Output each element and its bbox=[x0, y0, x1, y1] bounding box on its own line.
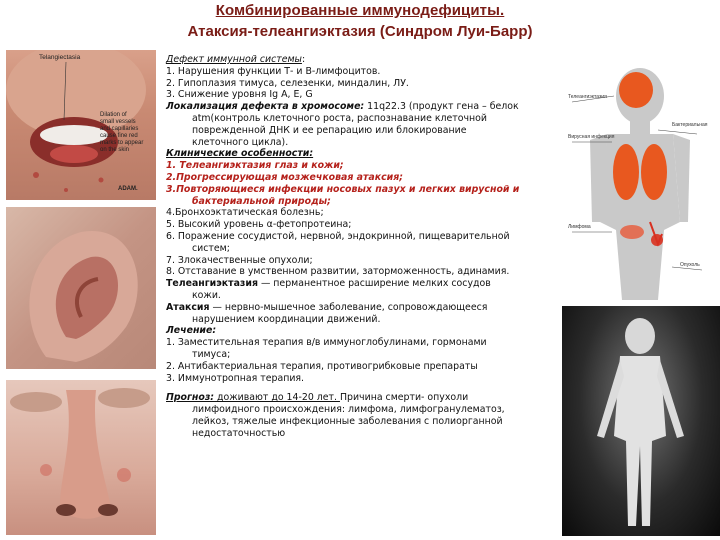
clinical-red-item: бактериальной природы; bbox=[192, 195, 331, 207]
page-title: Комбинированные иммунодефициты. bbox=[215, 2, 505, 19]
diagram-label: Лимфома bbox=[568, 224, 591, 230]
treatment-item: 3. Иммунотропная терапия. bbox=[166, 372, 305, 384]
page-subtitle: Атаксия-телеангиэктазия (Синдром Луи-Барр) bbox=[187, 23, 533, 40]
clinical-item: 7. Злокачественные опухоли; bbox=[166, 254, 313, 266]
localization-line bbox=[166, 101, 556, 113]
defect-heading-colon: : bbox=[301, 54, 306, 65]
nose-photo bbox=[6, 380, 156, 535]
body-organs-diagram bbox=[562, 62, 720, 302]
prognosis-text: лимфоидного происхождения: лимфома, лимфогранулематоз, bbox=[192, 404, 505, 416]
treatment-item: 2. Антибактериальная терапия, противогрибковые препараты bbox=[166, 360, 478, 372]
ataxia-definition bbox=[166, 302, 556, 314]
treatment-heading: Лечение: bbox=[166, 325, 217, 337]
prognosis-text: лейкоз, тяжелые инфекционные заболевания с полиорганной bbox=[192, 415, 503, 427]
photo-caption-title: Telangiectasia bbox=[39, 54, 81, 61]
definition-text: нарушением координации движений. bbox=[192, 313, 381, 325]
main-text-block bbox=[166, 54, 556, 440]
defect-heading-line bbox=[166, 54, 556, 66]
telangiectasia-term: Телеангиэктазия bbox=[166, 278, 258, 290]
prognosis-text: Причина смерти- опухоли bbox=[339, 392, 469, 404]
clinical-item: систем; bbox=[192, 242, 230, 254]
caption-line: small vessels bbox=[100, 119, 136, 125]
caption-line: and capillaries bbox=[100, 126, 139, 132]
diagram-label: Телеангиэктазия bbox=[568, 94, 607, 100]
caption-line: marks to appear bbox=[100, 140, 144, 146]
defect-item: 1. Нарушения функции Т- и В-лимфоцитов. bbox=[166, 65, 381, 77]
caption-line: on the skin bbox=[100, 147, 130, 153]
child-standing-illustration bbox=[562, 306, 720, 536]
treatment-item: 1. Заместительная терапия в/в иммуноглобулинами, гормонами bbox=[166, 337, 487, 349]
clinical-red-item: 3.Повторяющиеся инфекции носовых пазух и легких вирусной и bbox=[166, 183, 520, 195]
adam-logo: ADAM. bbox=[118, 186, 138, 192]
spacer bbox=[166, 384, 556, 392]
localization-text: 11q22.3 (продукт гена – белок bbox=[364, 101, 519, 113]
telangiectasia-mouth-photo bbox=[6, 50, 156, 200]
ataxia-term: Атаксия bbox=[166, 301, 210, 313]
prognosis-line bbox=[166, 392, 556, 404]
defect-item: 3. Снижение уровня Ig A, E, G bbox=[166, 89, 313, 101]
treatment-item: тимуса; bbox=[192, 348, 231, 360]
prognosis-label: Прогноз: bbox=[166, 392, 215, 404]
clinical-heading: Клинические особенности: bbox=[166, 148, 314, 160]
prognosis-text: недостаточностью bbox=[192, 427, 286, 439]
photo-caption-text bbox=[100, 112, 150, 154]
defect-item: 2. Гипоплазия тимуса, селезенки, миндалин, ЛУ. bbox=[166, 77, 409, 89]
definition-text: кожи. bbox=[192, 289, 221, 301]
ataxia-child-photo bbox=[562, 306, 720, 536]
clinical-red-item: 1. Телеангиэктазия глаз и кожи; bbox=[166, 160, 344, 172]
localization-text: atm(контроль клеточного роста, распознавание клеточной bbox=[192, 112, 487, 124]
diagram-label: Вирусная инфекция bbox=[568, 134, 615, 140]
ear-photo bbox=[6, 207, 156, 369]
telangiectasia-definition bbox=[166, 278, 556, 290]
defect-heading: Дефект иммунной системы bbox=[166, 54, 302, 65]
definition-text: — нервно-мышечное заболевание, сопровождающееся bbox=[209, 301, 488, 313]
localization-label: Локализация дефекта в хромосоме: bbox=[166, 101, 365, 113]
localization-text: клеточного цикла). bbox=[192, 136, 289, 148]
clinical-item: 5. Высокий уровень α-фетопротеина; bbox=[166, 219, 352, 231]
nose-illustration bbox=[6, 380, 156, 535]
prognosis-text: доживают до 14-20 лет. bbox=[214, 392, 340, 404]
localization-text: поврежденной ДНК и ее репарацию или блокирование bbox=[192, 124, 467, 136]
caption-line: Dilation of bbox=[100, 112, 127, 118]
definition-text: — перманентное расширение мелких сосудов bbox=[257, 278, 491, 290]
clinical-red-item: 2.Прогрессирующая мозжечковая атаксия; bbox=[166, 171, 404, 183]
diagram-label: Бактериальная bbox=[672, 122, 708, 128]
diagram-label: Опухоль bbox=[680, 262, 700, 268]
caption-line: cause fine red bbox=[100, 133, 138, 139]
ear-illustration bbox=[6, 207, 156, 369]
clinical-item: 6. Поражение сосудистой, нервной, эндокринной, пищеварительной bbox=[166, 230, 510, 242]
clinical-item: 4.Бронхоэктатическая болезнь; bbox=[166, 207, 324, 219]
clinical-item: 8. Отставание в умственном развитии, заторможенность, адинамия. bbox=[166, 266, 510, 278]
